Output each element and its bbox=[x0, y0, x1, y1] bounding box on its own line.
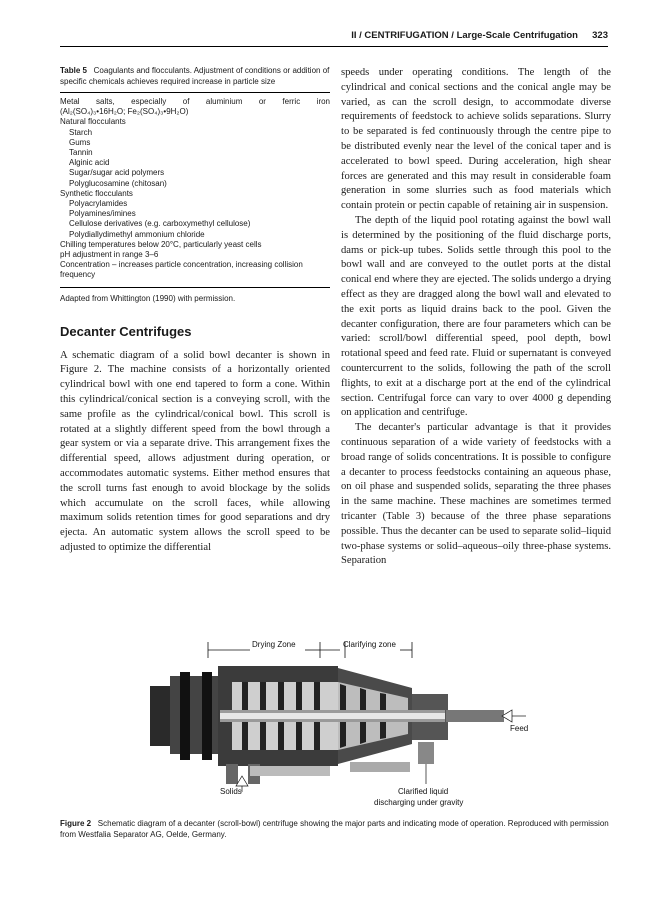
table-row: Polydiallydimethyl ammonium chloride bbox=[69, 229, 205, 239]
table-row: Starch bbox=[69, 127, 93, 137]
table-row: Synthetic flocculants bbox=[60, 188, 133, 198]
table-row: Tannin bbox=[69, 148, 93, 158]
table-caption bbox=[60, 66, 330, 87]
paragraph: The depth of the liquid pool rotating against the bowl wall is determined by the positioning of the fluid discharge ports, dams or pick-up tubes. Solids settle through this pool to the bowl wall and are conveyed to the outlet ports at the distal conical end where they are ejected. The solids undergo a drying effect as they are dragged along the bowl wall and elevated to the exit ports as liquid drains back to the pool. Given the decanter configuration, there are four parameters which can be varied: scroll/bowl differential speed, pool depth, bowl rotational speed and feed rate. Fluid or supernatant is conveyed countercurrent to the solids, following the path of the scroll flights, to exit at a discharge port at the end of the cylindrical section. Centrifugal force can vary to over 4000 g depending on application and centrifuge. bbox=[341, 214, 611, 419]
table-row: Polyamines/imines bbox=[69, 209, 136, 219]
feed-label: Feed bbox=[510, 724, 529, 733]
solids-label: Solids bbox=[220, 787, 242, 796]
table-row: Cellulose derivatives (e.g. carboxymethyl cellulose) bbox=[69, 219, 251, 229]
table-row: Concentration – increases particle concentration, increasing collision frequency bbox=[60, 260, 303, 280]
table-row: Metal salts, especially of aluminium or ferric iron bbox=[60, 97, 330, 106]
clarifying-zone-label: Clarifying zone bbox=[343, 640, 396, 649]
figure-caption bbox=[60, 818, 611, 840]
running-header bbox=[60, 30, 608, 44]
decanter-diagram bbox=[150, 632, 530, 812]
figure-caption-text: Schematic diagram of a decanter (scroll-bowl) centrifuge showing the major parts and indicating mode of operation. Reproduced with permission from Westfalia Separator AG, Oelde, Germany. bbox=[60, 819, 609, 839]
paragraph: speeds under operating conditions. The length of the cylindrical and conical sections and the conical angle may be varied, as can the scroll design, to accommodate diverse requirements of feedstock to achieve solids separations. Slurry to be separated is fed continuously through the centre pipe to be distributed evenly near the level of the conical taper and is accelerated to bowl speed. During acceleration, high shear forces are generated and this may result in considerable foam generation in some slurries such as food materials which contain protein or pectin capable of retaining air in suspension. bbox=[341, 67, 611, 212]
running-title: II / CENTRIFUGATION / Large-Scale Centrifugation bbox=[351, 30, 578, 41]
left-column bbox=[60, 66, 330, 556]
table-caption-text: Coagulants and flocculants. Adjustment of conditions or addition of specific chemicals achieves required increase in particle size bbox=[60, 66, 330, 86]
section-heading: Decanter Centrifuges bbox=[60, 323, 192, 339]
table-row: Chilling temperatures below 20°C, particularly yeast cells bbox=[60, 239, 262, 249]
table-row: pH adjustment in range 3–6 bbox=[60, 250, 159, 260]
centrifuge-body bbox=[150, 666, 529, 784]
paragraph: A schematic diagram of a solid bowl decanter is shown in Figure 2. The machine consists of a horizontally oriented cylindrical bowl with one end tapered to form a cone. Within this cylindrical/conical section is a conveying scroll, with the same profile as the cylindrical/conical bowl. This scroll is rotated at a slightly different speed from the bowl through a gear system or via a separate drive. This arrangement fixes the differential speed, allows adjustment during operation, or accommodates automatic systems. Either method ensures that the scroll turns fast enough to avoid blockage by the solids which accumulate on the scroll faces, while allowing maximum solids retention times for good separations and dry ejecta. An automatic system allows the scroll speed to be adjusted to optimize the differential bbox=[60, 349, 330, 554]
header-rule bbox=[60, 46, 608, 47]
clarified-label: Clarified liquid bbox=[398, 787, 449, 796]
right-column bbox=[341, 66, 611, 569]
clarified-label-2: discharging under gravity bbox=[374, 798, 464, 807]
table-note: Adapted from Whittington (1990) with permission. bbox=[60, 293, 236, 303]
table-row: (Al₂(SO₄)₃•16H₂O; Fe₂(SO₄)₃•9H₂O) bbox=[60, 107, 189, 117]
table-body bbox=[60, 97, 330, 281]
table-row: Natural flocculants bbox=[60, 117, 126, 127]
drying-zone-label: Drying Zone bbox=[252, 640, 296, 649]
table-row: Polyglucosamine (chitosan) bbox=[69, 178, 167, 188]
table-label: Table 5 bbox=[60, 66, 87, 75]
table-row: Sugar/sugar acid polymers bbox=[69, 168, 165, 178]
paragraph: The decanter's particular advantage is that it provides continuous separation of a wide variety of feedstocks with a broad range of solids concentrations. It is possible to configure a decanter to process feedstocks containing an aqueous phase, on oil phase and suspended solids, separating the three phases in the same machine. These machines are sometimes termed tricanter (Table 3) because of the three phase separations possible. Thus the decanter can be used to separate solid–liquid two-phase systems or solid–aqueous–oily three-phase systems. Separation bbox=[341, 422, 611, 567]
table-row: Alginic acid bbox=[69, 158, 110, 168]
table-bottom-rule bbox=[60, 287, 330, 288]
page-number: 323 bbox=[592, 30, 608, 41]
table-row: Polyacrylamides bbox=[69, 199, 128, 209]
table-row: Gums bbox=[69, 137, 91, 147]
figure-label: Figure 2 bbox=[60, 819, 92, 828]
table-top-rule bbox=[60, 92, 330, 93]
